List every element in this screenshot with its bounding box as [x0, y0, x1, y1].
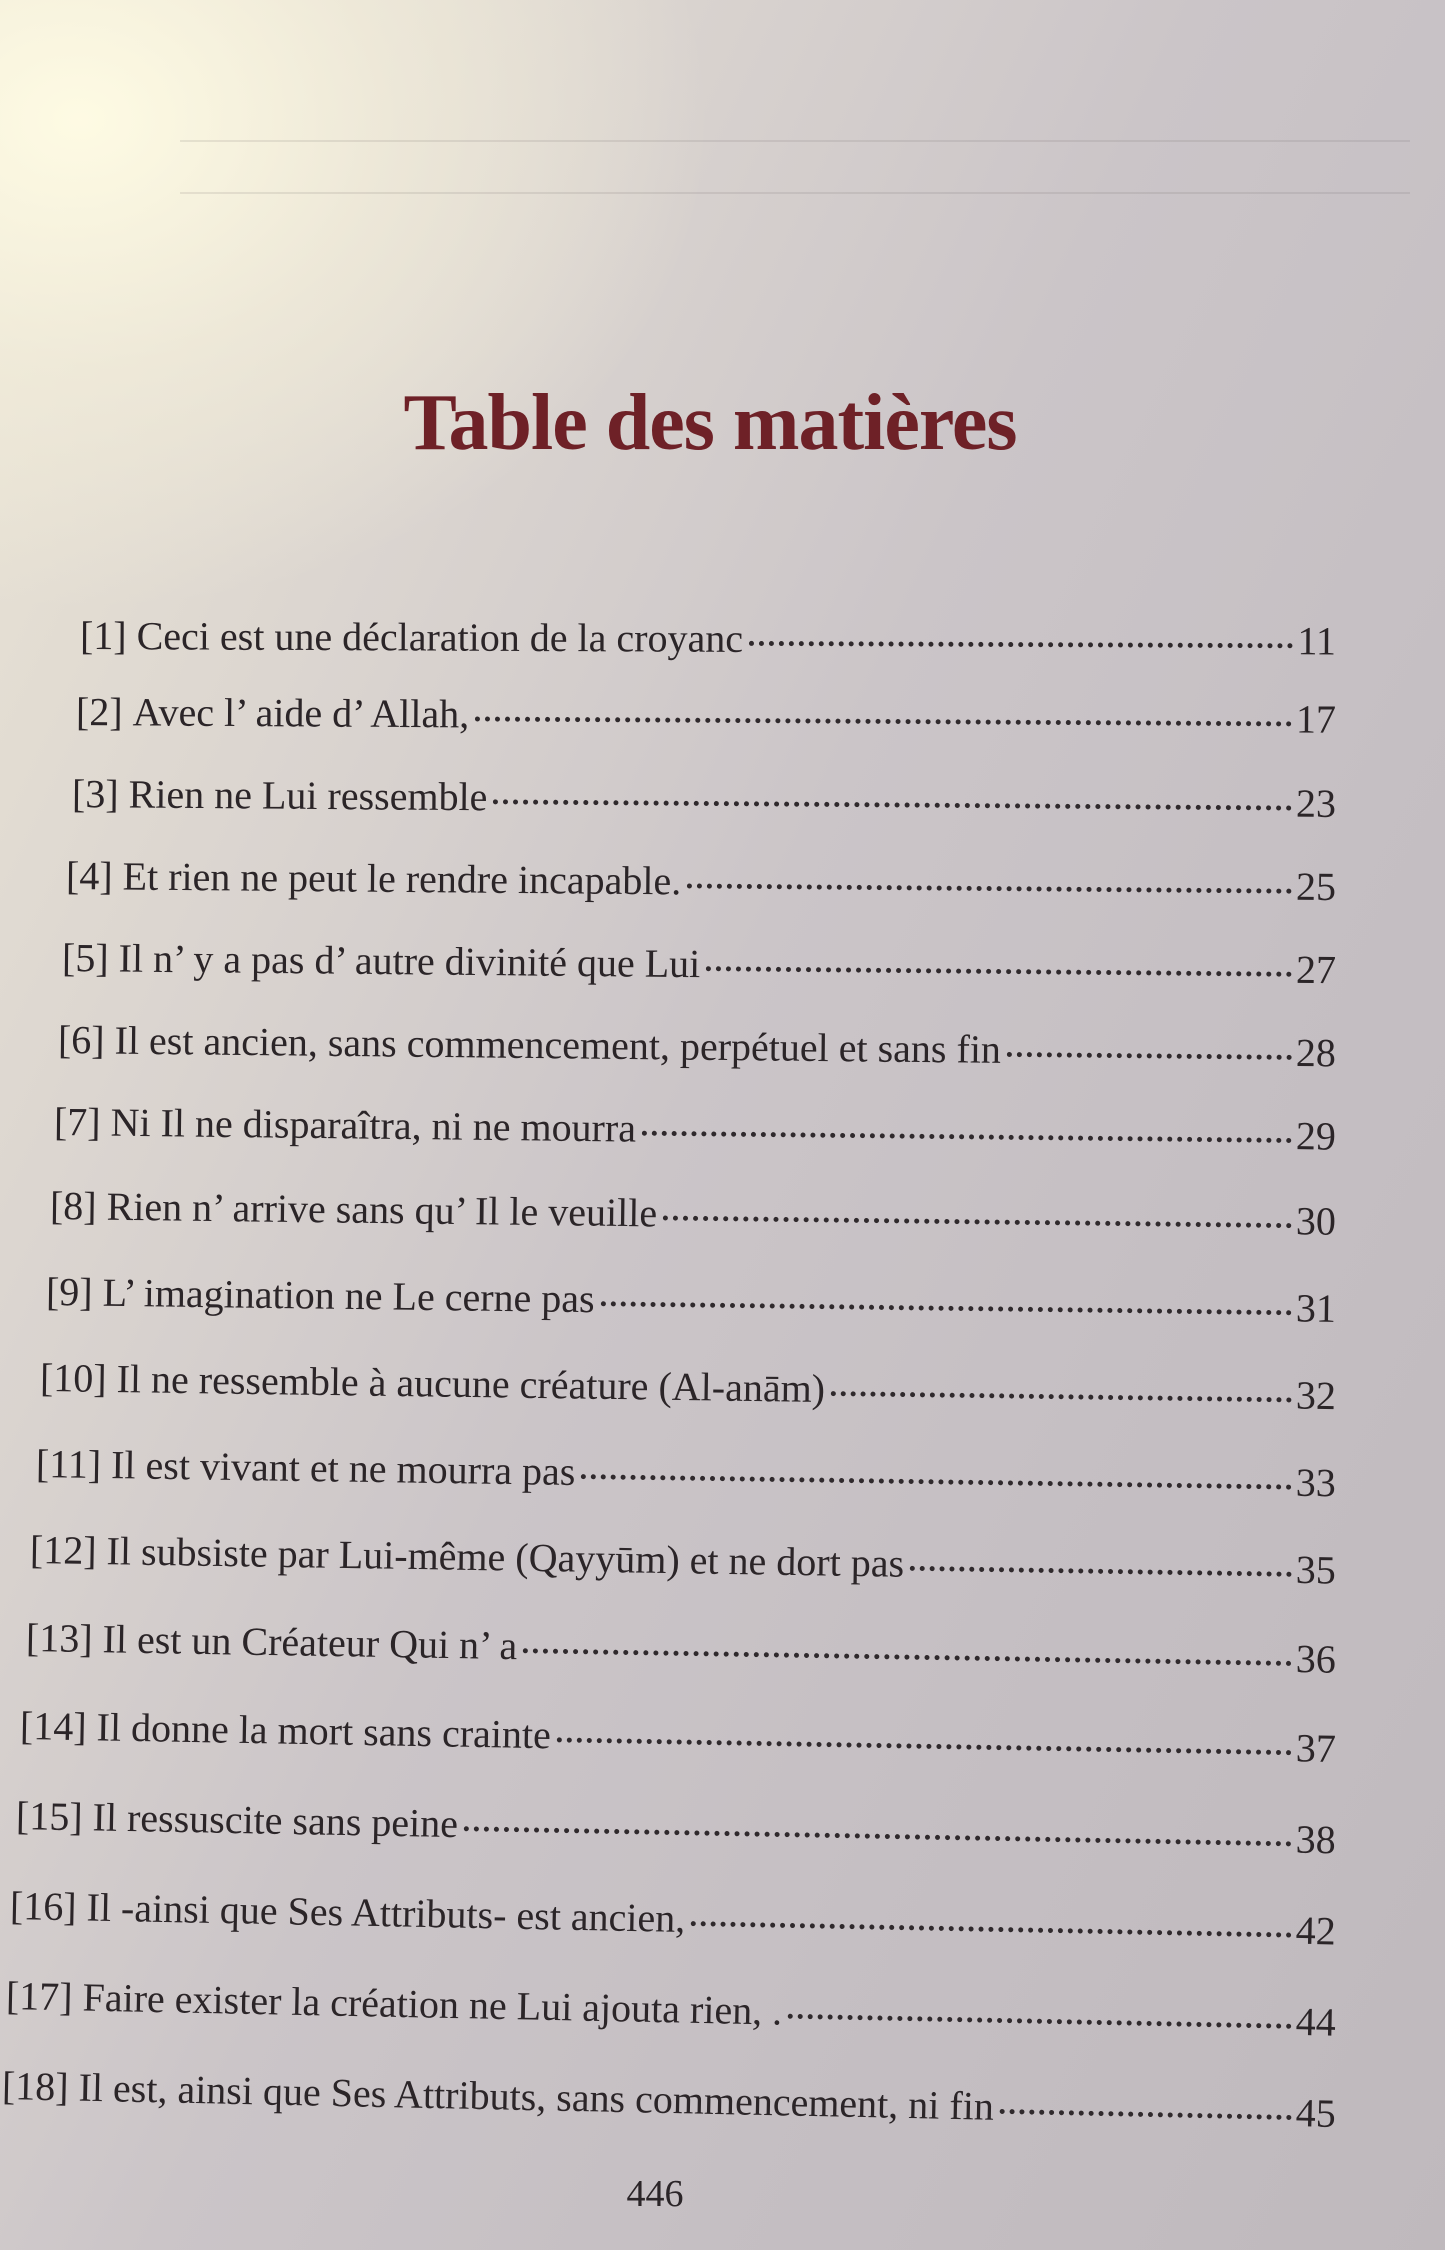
toc-entry [58, 1016, 1336, 1077]
entry-title: Faire exister la création ne Lui ajouta rien, . [82, 1974, 783, 2034]
entry-title: Il est un Créateur Qui n’ a [102, 1616, 518, 1669]
dot-leader [581, 1474, 1292, 1490]
entry-number: [9] [45, 1269, 93, 1315]
dot-leader [663, 1215, 1292, 1228]
entry-number: [7] [53, 1099, 101, 1145]
entry-title: Il ne ressemble à aucune créature (Al-anām) [116, 1356, 826, 1411]
page-number: 446 [626, 2173, 684, 2215]
dot-leader [831, 1391, 1292, 1402]
entry-title: Il est vivant et ne mourra pas [110, 1442, 576, 1495]
entry-number: [12] [29, 1527, 97, 1574]
toc-entry [10, 1882, 1337, 1955]
entry-number: [17] [5, 1973, 74, 2020]
dot-leader [1000, 2109, 1292, 2120]
entry-number: [8] [49, 1183, 97, 1229]
entry-title: Et rien ne peut le rendre incapable. [122, 853, 682, 904]
entry-title: Il est, ainsi que Ses Attributs, sans commencement, ni fin [78, 2064, 995, 2129]
entry-number: [13] [25, 1615, 94, 1662]
toc-entry [62, 934, 1336, 994]
entry-page-number: 35 [1295, 1546, 1337, 1593]
toc-entry [40, 1354, 1337, 1420]
entry-page-number: 29 [1295, 1113, 1337, 1159]
dot-leader [687, 883, 1292, 893]
entry-title: Avec l’ aide d’ Allah, [132, 689, 470, 737]
entry-number: [10] [39, 1355, 107, 1401]
dot-leader [691, 1921, 1292, 1938]
entry-number: [14] [19, 1703, 88, 1750]
toc-entry [54, 1098, 1336, 1161]
entry-number: [4] [65, 853, 113, 899]
toc-entry [6, 1972, 1337, 2047]
toc-entry [36, 1440, 1337, 1507]
entry-title: Ceci est une déclaration de la croyanc [136, 613, 744, 661]
entry-page-number: 17 [1295, 696, 1337, 742]
entry-number: [11] [35, 1441, 102, 1487]
dot-leader [557, 1737, 1292, 1755]
entry-page-number: 27 [1295, 946, 1337, 993]
entry-page-number: 25 [1295, 863, 1337, 910]
entry-title: L’ imagination ne Le cerne pas [102, 1269, 595, 1322]
entry-page-number: 37 [1295, 1725, 1337, 1771]
entry-page-number: 38 [1295, 1816, 1337, 1863]
dot-leader [493, 799, 1292, 810]
toc-entry [66, 852, 1336, 911]
dot-leader [475, 716, 1292, 726]
entry-title: Il donne la mort sans crainte [96, 1704, 552, 1758]
entry-page-number: 44 [1295, 1998, 1337, 2045]
toc-entry [26, 1614, 1337, 1684]
entry-title: Il n’ y a pas d’ autre divinité que Lui [118, 935, 701, 987]
dot-leader [601, 1301, 1292, 1315]
entry-number: [2] [75, 689, 123, 735]
dot-leader [788, 2014, 1292, 2029]
toc-entry [30, 1526, 1337, 1595]
entry-title: Rien ne Lui ressemble [128, 771, 488, 820]
dot-leader [464, 1826, 1292, 1846]
entry-page-number: 36 [1295, 1636, 1337, 1682]
entry-title: Il subsiste par Lui-même (Qayyūm) et ne dort pas [106, 1528, 905, 1586]
dot-leader [749, 641, 1293, 648]
entry-title: Ni Il ne disparaîtra, ni ne mourra [110, 1099, 637, 1151]
entry-page-number: 28 [1295, 1029, 1337, 1076]
entry-number: [18] [1, 2063, 70, 2110]
toc-entry [76, 688, 1336, 744]
entry-title: Il -ainsi que Ses Attributs- est ancien, [86, 1884, 686, 1941]
entry-number: [3] [71, 771, 119, 817]
toc-entry [16, 1792, 1337, 1864]
page-title: Table des matières [403, 379, 1017, 467]
dot-leader [910, 1566, 1292, 1577]
entry-page-number: 23 [1295, 780, 1337, 826]
entry-number: [1] [79, 613, 127, 659]
dot-leader [1007, 1052, 1292, 1060]
entry-number: [15] [15, 1793, 84, 1840]
entry-page-number: 31 [1295, 1285, 1337, 1331]
entry-page-number: 42 [1295, 1907, 1337, 1954]
dot-leader [706, 966, 1292, 977]
entry-number: [5] [61, 935, 109, 981]
entry-page-number: 33 [1295, 1459, 1337, 1506]
entry-number: [6] [57, 1017, 105, 1063]
toc-entry [46, 1268, 1337, 1333]
toc-entry [20, 1702, 1337, 1773]
toc-entry [50, 1182, 1336, 1246]
entry-page-number: 32 [1295, 1372, 1337, 1419]
entry-title: Il est ancien, sans commencement, perpétuel et sans fin [114, 1017, 1002, 1072]
dot-leader [523, 1648, 1292, 1666]
toc-entry [72, 770, 1336, 828]
entry-page-number: 11 [1297, 618, 1337, 664]
entry-page-number: 45 [1295, 2090, 1337, 2136]
entry-title: Rien n’ arrive sans qu’ Il le veuille [106, 1183, 658, 1236]
toc-entry [80, 612, 1336, 665]
entry-number: [16] [9, 1883, 78, 1930]
toc-entry [1, 2062, 1336, 2138]
entry-title: Il ressuscite sans peine [92, 1794, 459, 1847]
entry-page-number: 30 [1295, 1198, 1337, 1244]
dot-leader [642, 1131, 1292, 1143]
